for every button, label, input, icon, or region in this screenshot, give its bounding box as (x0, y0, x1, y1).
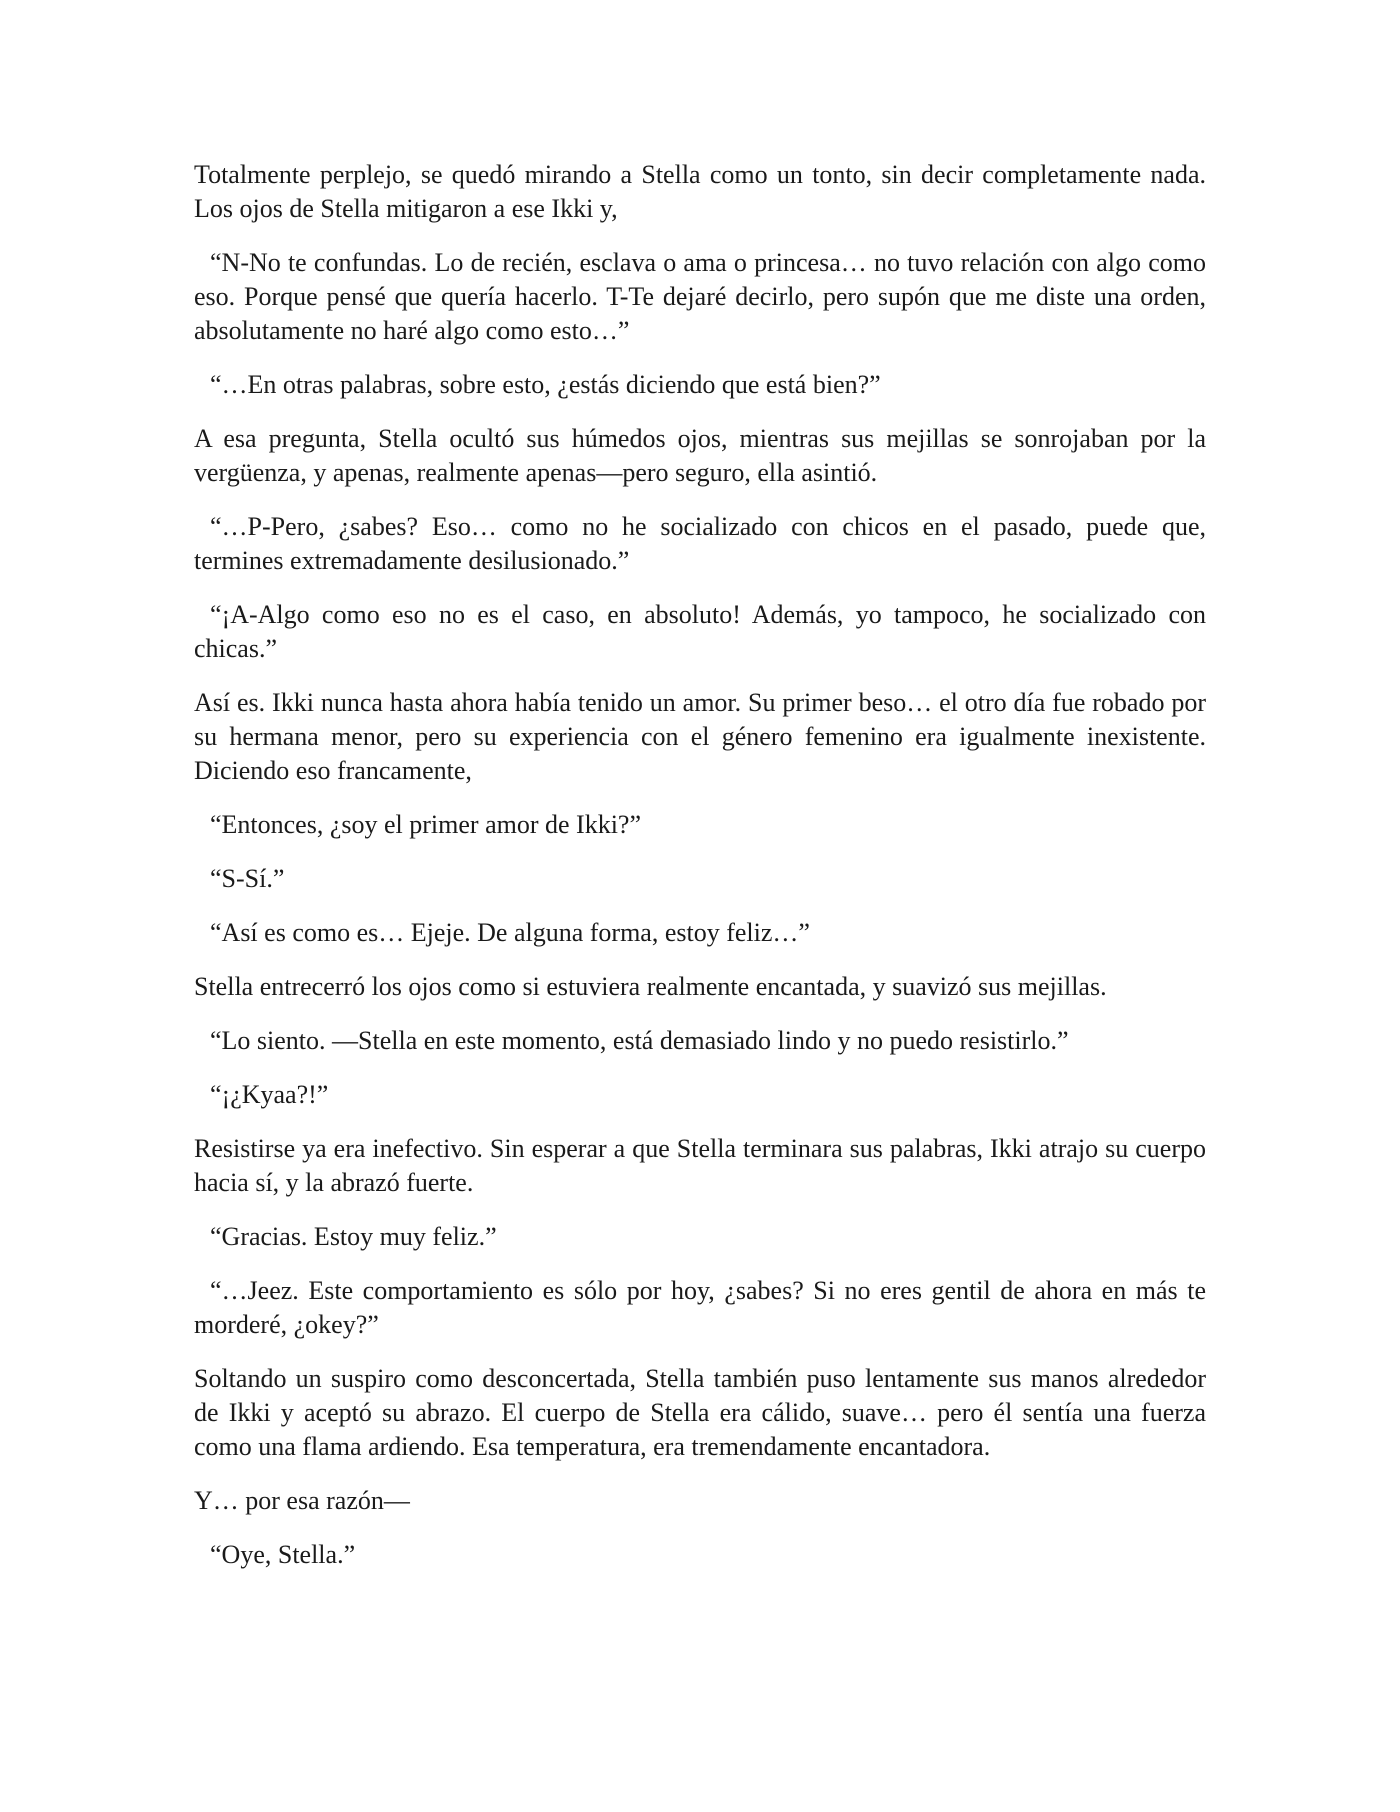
paragraph-dialogue: “…En otras palabras, sobre esto, ¿estás diciendo que está bien?” (210, 370, 881, 399)
paragraph-narration: Stella entrecerró los ojos como si estuviera realmente encantada, y suavizó sus mejillas. (194, 972, 1107, 1001)
paragraph-narration: Y… por esa razón— (194, 1486, 410, 1515)
paragraph-narration: Así es. Ikki nunca hasta ahora había tenido un amor. Su primer beso… el otro día fue robado por su hermana menor, pero su experiencia con el género femenino era igualmente inexistente. Diciendo eso francamente, (194, 688, 1206, 785)
paragraph-dialogue: “Lo siento. —Stella en este momento, está demasiado lindo y no puedo resistirlo.” (210, 1026, 1069, 1055)
paragraph-dialogue: “N-No te confundas. Lo de recién, esclava o ama o princesa… no tuvo relación con algo como eso. Porque pensé que quería hacerlo. T-Te dejaré decirlo, pero supón que me diste una orden, absolutamente no haré algo como esto…” (194, 248, 1206, 345)
paragraph-dialogue: “S-Sí.” (210, 864, 285, 893)
paragraph-dialogue: “Gracias. Estoy muy feliz.” (210, 1222, 497, 1251)
paragraph-dialogue: “Oye, Stella.” (210, 1540, 356, 1569)
paragraph-narration: Soltando un suspiro como desconcertada, Stella también puso lentamente sus manos alrededor de Ikki y aceptó su abrazo. El cuerpo de Stella era cálido, suave… pero él sentía una fuerza como una flama ardiendo. Esa temperatura, era tremendamente encantadora. (194, 1364, 1206, 1461)
document-page (194, 158, 1206, 1592)
paragraph-narration: A esa pregunta, Stella ocultó sus húmedos ojos, mientras sus mejillas se sonrojaban por la vergüenza, y apenas, realmente apenas—pero seguro, ella asintió. (194, 424, 1206, 487)
paragraph-dialogue: “¡¿Kyaa?!” (210, 1080, 329, 1109)
paragraph-dialogue: “Así es como es… Ejeje. De alguna forma, estoy feliz…” (210, 918, 810, 947)
paragraph-dialogue: “¡A-Algo como eso no es el caso, en absoluto! Además, yo tampoco, he socializado con chicas.” (194, 600, 1206, 663)
paragraph-narration: Resistirse ya era inefectivo. Sin esperar a que Stella terminara sus palabras, Ikki atrajo su cuerpo hacia sí, y la abrazó fuerte. (194, 1134, 1206, 1197)
paragraph-dialogue: “Entonces, ¿soy el primer amor de Ikki?” (210, 810, 641, 839)
paragraph-narration: Totalmente perplejo, se quedó mirando a Stella como un tonto, sin decir completamente nada. Los ojos de Stella mitigaron a ese Ikki y, (194, 160, 1206, 223)
paragraph-dialogue: “…P-Pero, ¿sabes? Eso… como no he socializado con chicos en el pasado, puede que, termines extremadamente desilusionado.” (194, 512, 1206, 575)
paragraph-dialogue: “…Jeez. Este comportamiento es sólo por hoy, ¿sabes? Si no eres gentil de ahora en más te morderé, ¿okey?” (194, 1276, 1206, 1339)
